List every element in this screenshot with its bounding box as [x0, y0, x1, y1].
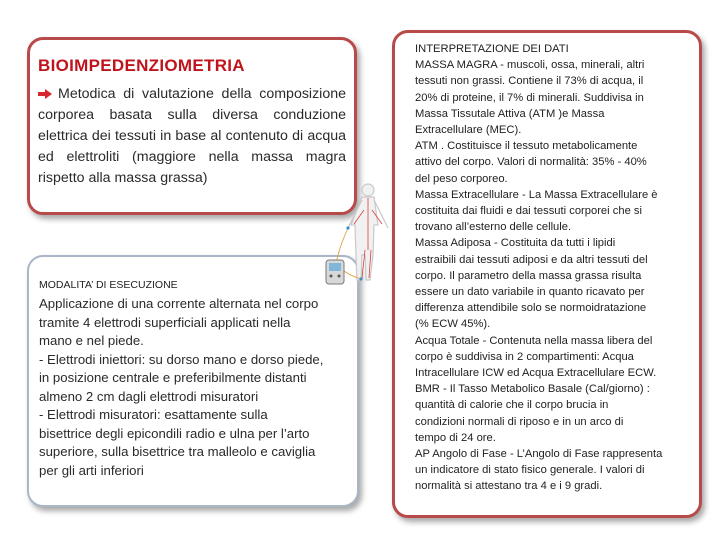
interpretation-line: del peso corporeo.	[415, 172, 508, 185]
execution-line: tramite 4 elettrodi superficiali applicati nella	[39, 314, 291, 330]
interpretation-line: condizioni normali di riposo e in un arco di	[415, 415, 624, 428]
interpretation-line: MASSA MAGRA - muscoli, ossa, minerali, altri	[415, 59, 645, 72]
execution-line: - Elettrodi iniettori: su dorso mano e dorso piede,	[39, 351, 324, 367]
interpretation-line: normalità si attestano tra 4 e i 9 gradi.	[415, 480, 603, 493]
interpretation-line: Extracellulare (MEC).	[415, 124, 522, 137]
definition-paragraph	[38, 84, 346, 189]
execution-line: per gli arti inferiori	[39, 462, 144, 478]
interpretation-line: 20% di proteine, il 7% di minerali. Suddivisa in	[415, 91, 644, 104]
execution-line: bisettrice degli epicondili radio e ulna per l’arto	[39, 425, 310, 441]
interpretation-line: differenza attendibile solo se normoidratazione	[415, 302, 647, 315]
interpretation-line: BMR - Il Tasso Metabolico Basale (Cal/giorno) :	[415, 383, 650, 396]
interpretation-line: ATM . Costituisce il tessuto metabolicamente	[415, 140, 638, 153]
execution-line: mano e nel piede.	[39, 333, 144, 348]
execution-line: superiore, sulla bisettrice tra malleolo e caviglia	[39, 444, 316, 459]
execution-line: Applicazione di una corrente alternata nel corpo	[39, 296, 319, 311]
definition-text: Metodica di valutazione della composizione corporea basata sulla diversa conduzione elettrica dei tessuti in base al contenuto di acqua ed elettroliti (maggiore nella massa magra rispetto alla massa grassa)	[38, 86, 346, 186]
interpretation-line: tempo di 24 ore.	[415, 431, 496, 444]
execution-subtitle: MODALITA’ DI ESECUZIONE	[39, 279, 178, 291]
execution-line: almeno 2 cm dagli elettrodi misuratori	[39, 388, 259, 404]
interpretation-line: AP Angolo di Fase - L’Angolo di Fase rappresenta	[415, 448, 663, 461]
execution-line: - Elettrodi misuratori: esattamente sulla	[39, 407, 268, 422]
interpretation-line: attivo del corpo. Valori di normalità: 35% - 40%	[415, 156, 647, 169]
interpretation-line: Massa Tissutale Attiva (ATM )e Massa	[415, 107, 605, 120]
arrow-bullet-icon	[38, 89, 52, 99]
interpretation-line: (% ECW 45%).	[415, 318, 491, 331]
execution-text	[39, 295, 347, 480]
interpretation-panel	[392, 30, 702, 518]
execution-line: in posizione centrale e preferibilmente distanti	[39, 370, 307, 385]
interpretation-line: Massa Adiposa - Costituita da tutti i lipidi	[415, 237, 616, 250]
interpretation-line: costituita dai fluidi e dai tessuti corporei che si	[415, 205, 642, 218]
interpretation-heading: INTERPRETAZIONE DEI DATI	[415, 43, 569, 55]
interpretation-line: tessuti non grassi. Contiene il 73% di acqua, il	[415, 75, 644, 88]
definition-panel	[27, 37, 357, 215]
interpretation-text	[415, 41, 689, 495]
execution-panel	[27, 255, 359, 507]
interpretation-line: Acqua Totale - Contenuta nella massa libera del	[415, 334, 653, 347]
interpretation-line: quantità di calorie che il corpo brucia in	[415, 399, 609, 412]
interpretation-line: corpo. Il parametro della massa grassa risulta	[415, 269, 642, 282]
interpretation-line: essere un dato variabile in quanto ricavato per	[415, 286, 645, 299]
interpretation-line: estraibili dai tessuti adiposi e da altri tessuti del	[415, 253, 648, 266]
interpretation-line: trovano all’esterno delle cellule.	[415, 221, 572, 234]
impedance-meter-icon	[326, 260, 344, 284]
interpretation-line: un indicatore di stato fisico generale. I valori di	[415, 464, 645, 477]
page-title: BIOIMPEDENZIOMETRIA	[38, 56, 245, 75]
interpretation-line: Massa Extracellulare - La Massa Extracellulare è	[415, 188, 658, 201]
interpretation-line: corpo è suddivisa in 2 compartimenti: Acqua	[415, 350, 634, 363]
interpretation-line: Intracellulare ICW ed Acqua Extracellulare ECW.	[415, 367, 657, 380]
